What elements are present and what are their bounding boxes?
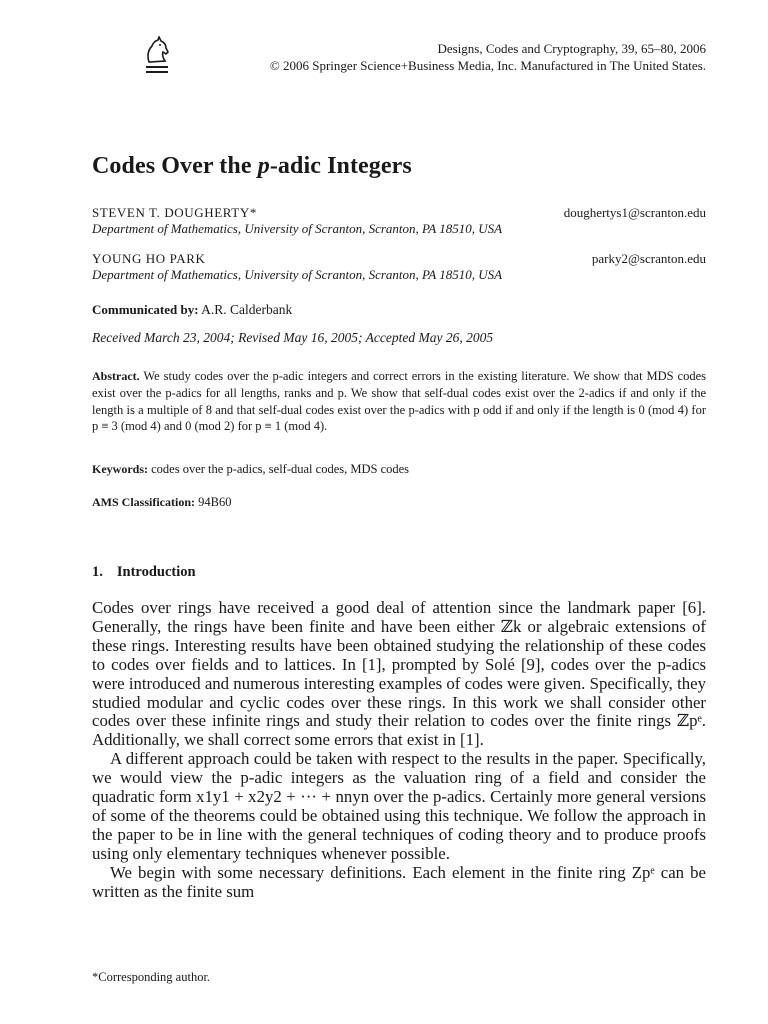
section-heading bbox=[92, 564, 196, 581]
paragraph: We begin with some necessary definitions. Each element in the finite ring Zpᵉ can be written as the finite sum bbox=[92, 862, 706, 901]
abstract-text: We study codes over the p-adic integers and correct errors in the existing literature. We show that MDS codes exist over the p-adics for all lengths, ranks and p. We show that self-dual codes exist over the 2-adics if and only if the length is a multiple of 8 and that self-dual codes exist over the p-adics with p odd if and only if the length is 0 (mod 4) for p ≡ 3 (mod 4) and 0 (mod 2) for p ≡ 1 (mod 4). bbox=[92, 369, 706, 434]
keywords bbox=[92, 462, 409, 477]
introduction-body bbox=[92, 599, 706, 902]
author-affiliation: Department of Mathematics, University of Scranton, Scranton, PA 18510, USA bbox=[92, 221, 503, 236]
ams-value: 94B60 bbox=[198, 495, 232, 509]
section-title: Introduction bbox=[116, 564, 196, 580]
journal-citation: Designs, Codes and Cryptography, 39, 65–80, 2006 bbox=[437, 41, 706, 56]
author-block-1 bbox=[92, 205, 706, 237]
journal-header bbox=[270, 40, 706, 74]
paragraph: A different approach could be taken with respect to the results in the paper. Specifically, we would view the p-adic integers as the valuation ring of a field and consider the quadratic form x1y1 + x2y2 + ··· + nnyn over the p-adics. Certainly more general versions of some of the theorems could be obtained using this technique. We follow the approach in the paper to be in line with the general techniques of coding theory and to produce proofs using only elementary techniques whenever possible. bbox=[92, 749, 706, 863]
footnote: *Corresponding author. bbox=[92, 970, 211, 984]
author-name: YOUNG HO PARK bbox=[92, 251, 206, 266]
paragraph: Codes over rings have received a good deal of attention since the landmark paper [6]. Generally, the rings have been finite and have been either ℤk or algebraic extensions of these rings. Interesting results have been obtained studying the relationship of these codes to codes over fields and to lattices. In [1], prompted by Solé [9], codes over the p-adics were introduced and numerous interesting examples of codes were given. Specifically, they studied modular and cyclic codes over these rings. In this work we shall consider other codes over these infinite rings and study their relation to codes over the finite rings ℤpᵉ. Additionally, we shall correct some errors that exist in [1]. bbox=[92, 598, 706, 750]
author-block-2 bbox=[92, 251, 706, 283]
copyright-line: © 2006 Springer Science+Business Media, Inc. Manufactured in The United States. bbox=[269, 58, 706, 73]
keywords-label: Keywords: bbox=[92, 462, 148, 476]
abstract bbox=[92, 368, 706, 435]
abstract-label: Abstract. bbox=[92, 369, 140, 383]
author-affiliation: Department of Mathematics, University of Scranton, Scranton, PA 18510, USA bbox=[92, 267, 503, 282]
author-name: STEVEN T. DOUGHERTY* bbox=[92, 205, 257, 220]
section-number: 1. bbox=[92, 564, 103, 580]
keywords-value: codes over the p-adics, self-dual codes, MDS codes bbox=[151, 462, 410, 476]
author-email[interactable]: parky2@scranton.edu bbox=[591, 251, 706, 266]
received-dates: Received March 23, 2004; Revised May 16, 2005; Accepted May 26, 2005 bbox=[92, 330, 494, 345]
paper-title: Codes Over the p-adic Integers bbox=[92, 153, 412, 179]
ams-label: AMS Classification: bbox=[92, 495, 195, 509]
springer-horse-logo-icon bbox=[141, 36, 173, 76]
communicated-by bbox=[92, 302, 292, 318]
ams-classification bbox=[92, 495, 231, 510]
author-email[interactable]: doughertys1@scranton.edu bbox=[563, 205, 706, 220]
communicated-value: A.R. Calderbank bbox=[201, 302, 293, 317]
communicated-label: Communicated by: bbox=[92, 302, 199, 317]
